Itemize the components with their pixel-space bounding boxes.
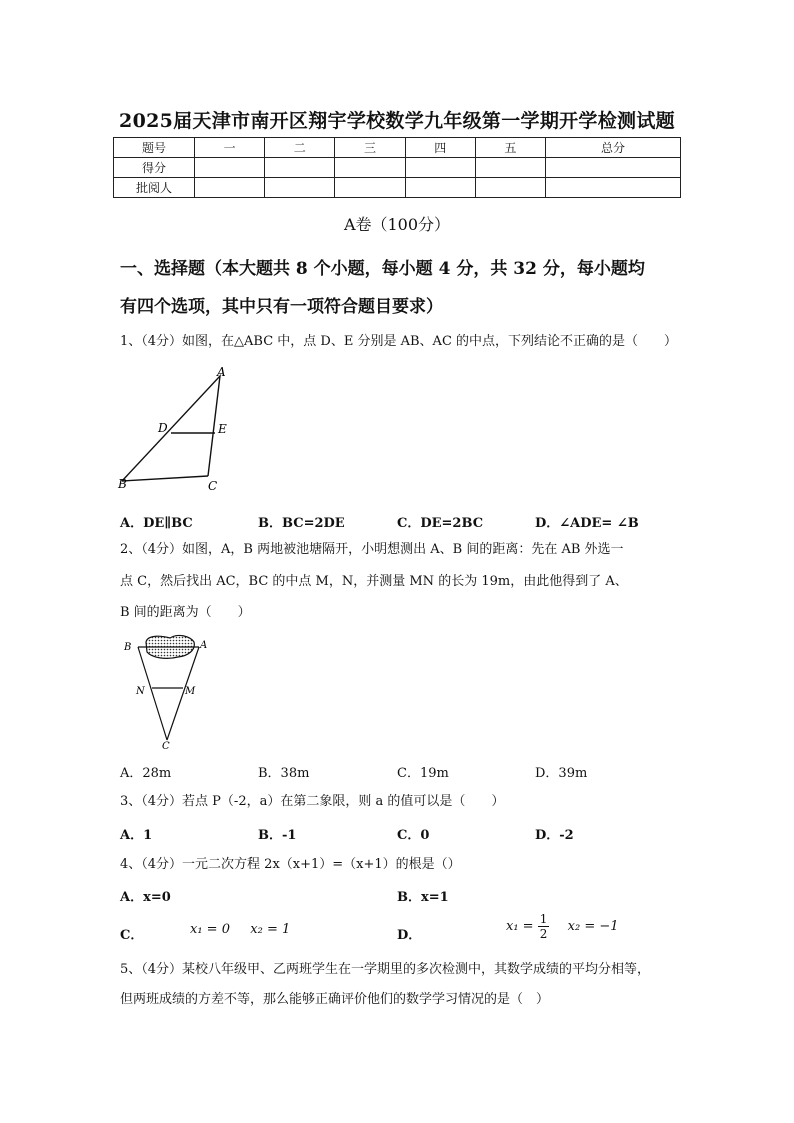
q1-option-c[interactable]: C．DE=2BC bbox=[397, 516, 484, 531]
q3-option-a[interactable]: A．1 bbox=[120, 828, 153, 843]
table-cell: 二 bbox=[265, 138, 335, 158]
table-cell: 四 bbox=[405, 138, 475, 158]
label-m: M bbox=[185, 686, 196, 697]
table-cell bbox=[335, 178, 405, 198]
question-1-stem: 1、（4分）如图，在△ABC 中，点 D、E 分别是 AB、AC 的中点，下列结论不正确的是（ ） bbox=[120, 334, 678, 349]
table-cell: 三 bbox=[335, 138, 405, 158]
c-root-1: x₁ = 0 bbox=[190, 922, 230, 937]
question-2-line3: B 间的距离为（ ） bbox=[120, 605, 251, 620]
table-cell bbox=[195, 178, 265, 198]
q3-option-d[interactable]: D．-2 bbox=[535, 828, 574, 843]
table-cell: 总分 bbox=[546, 138, 681, 158]
table-cell bbox=[265, 158, 335, 178]
q2-option-d[interactable]: D．39m bbox=[535, 766, 588, 781]
question-2-line1: 2、（4分）如图，A，B 两地被池塘隔开，小明想测出 A、B 间的距离：先在 AB 外选一 bbox=[120, 542, 624, 557]
q2-option-b[interactable]: B．38m bbox=[258, 766, 310, 781]
question-5-line1: 5、（4分）某校八年级甲、乙两班学生在一学期里的多次检测中，其数学成绩的平均分相等， bbox=[120, 962, 651, 977]
table-cell bbox=[475, 158, 545, 178]
score-table bbox=[113, 137, 681, 198]
table-row bbox=[114, 138, 681, 158]
section-heading-line1: 一、选择题（本大题共 8 个小题，每小题 4 分，共 32 分，每小题均 bbox=[120, 259, 645, 279]
label-c: C bbox=[208, 479, 218, 493]
question-1-figure bbox=[112, 364, 242, 496]
fraction-numerator: 1 bbox=[539, 912, 548, 926]
q4-option-a[interactable]: A．x=0 bbox=[120, 890, 171, 905]
page-title: 2025届天津市南开区翔宇学校数学九年级第一学期开学检测试题 bbox=[119, 110, 675, 132]
q4-option-d[interactable]: D． bbox=[397, 928, 422, 943]
d-root-2: x₂ = −1 bbox=[567, 919, 619, 934]
d-root-1-fraction bbox=[538, 912, 550, 941]
table-cell: 批阅人 bbox=[114, 178, 195, 198]
label-a: A bbox=[200, 640, 208, 651]
q2-option-c[interactable]: C．19m bbox=[397, 766, 449, 781]
table-cell bbox=[335, 158, 405, 178]
q1-option-b[interactable]: B．BC=2DE bbox=[258, 516, 345, 531]
q4-option-b[interactable]: B．x=1 bbox=[397, 890, 449, 905]
triangle-side bbox=[122, 376, 220, 481]
label-e: E bbox=[218, 422, 227, 436]
table-cell bbox=[546, 178, 681, 198]
label-d: D bbox=[158, 421, 168, 435]
table-row bbox=[114, 158, 681, 178]
section-heading-line2: 有四个选项，其中只有一项符合题目要求） bbox=[120, 297, 443, 317]
fraction-denominator: 2 bbox=[539, 927, 548, 941]
label-a: A bbox=[217, 365, 226, 379]
label-n: N bbox=[136, 686, 145, 697]
table-cell bbox=[405, 158, 475, 178]
table-cell: 五 bbox=[475, 138, 545, 158]
q3-option-c[interactable]: C．0 bbox=[397, 828, 430, 843]
table-cell: 题号 bbox=[114, 138, 195, 158]
table-cell bbox=[546, 158, 681, 178]
q4-option-d-expression bbox=[506, 912, 619, 941]
question-4-stem: 4、（4分）一元二次方程 2x（x+1）=（x+1）的根是（） bbox=[120, 857, 461, 872]
q4-option-c-expression bbox=[190, 922, 290, 937]
q1-option-d[interactable]: D．∠ADE= ∠B bbox=[535, 516, 639, 531]
q1-option-a[interactable]: A．DE∥BC bbox=[120, 516, 193, 531]
q2-option-a[interactable]: A．28m bbox=[120, 766, 172, 781]
table-cell: 得分 bbox=[114, 158, 195, 178]
question-2-line2: 点 C，然后找出 AC，BC 的中点 M，N，并测量 MN 的长为 19m，由此他得到了 A、 bbox=[120, 574, 628, 589]
table-cell bbox=[475, 178, 545, 198]
table-cell: 一 bbox=[195, 138, 265, 158]
label-c: C bbox=[162, 741, 170, 752]
triangle-base bbox=[122, 476, 208, 481]
q4-option-c[interactable]: C． bbox=[120, 928, 144, 943]
question-5-line2: 但两班成绩的方差不等，那么能够正确评价他们的数学学习情况的是（ ） bbox=[120, 992, 550, 1007]
c-root-2: x₂ = 1 bbox=[250, 922, 291, 937]
question-3-stem: 3、（4分）若点 P（-2，a）在第二象限，则 a 的值可以是（ ） bbox=[120, 794, 505, 809]
label-b: B bbox=[118, 477, 127, 491]
table-cell bbox=[265, 178, 335, 198]
volume-heading: A卷（100分） bbox=[343, 215, 451, 234]
question-2-figure bbox=[118, 630, 218, 752]
table-cell bbox=[195, 158, 265, 178]
q3-option-b[interactable]: B．-1 bbox=[258, 828, 297, 843]
d-root-1-label: x₁ = bbox=[506, 919, 534, 934]
table-cell bbox=[405, 178, 475, 198]
table-row bbox=[114, 178, 681, 198]
label-b: B bbox=[124, 642, 132, 653]
